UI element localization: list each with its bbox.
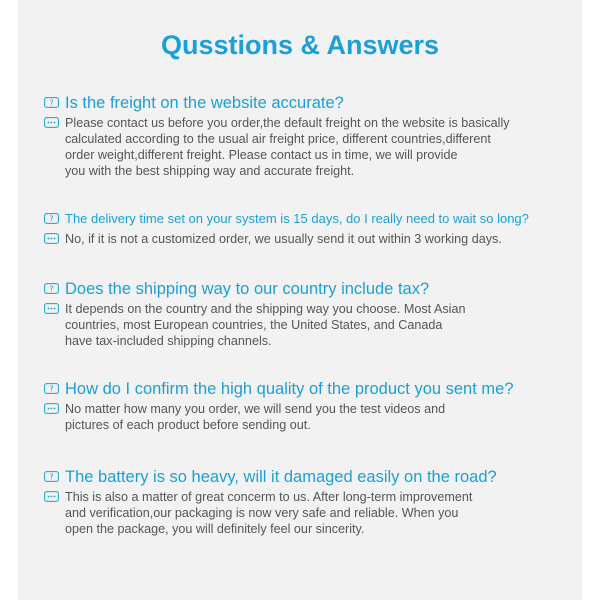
qa-panel [18,0,582,600]
answer-bubble-icon [44,403,59,414]
answer-text: It depends on the country and the shipping way you choose. Most Asian countries, most European countries, the United States, and Canada have tax-included shipping channels. [65,302,466,348]
qa-item [44,210,564,247]
answer-bubble-icon [44,303,59,314]
qa-item [44,467,564,537]
answer-text: Please contact us before you order,the default freight on the website is basically calculated according to the usual air freight price, different countries,different order weight,different freight. Please contact us in time, we will provide you with the best shipping way and accurate freight. [65,116,510,178]
question-text: The delivery time set on your system is 15 days, do I really need to wait so long? [65,211,529,226]
svg-text:?: ? [49,384,54,394]
answer-text: No, if it is not a customized order, we usually send it out within 3 working days. [65,232,502,246]
answer-bubble-icon [44,233,59,244]
question-row [44,93,564,113]
svg-text:?: ? [49,472,54,482]
question-row [44,379,564,399]
question-text: The battery is so heavy, will it damaged easily on the road? [65,468,497,486]
svg-text:?: ? [49,214,54,224]
question-row [44,467,564,487]
answer-row [44,115,564,179]
question-bubble-icon [44,383,59,394]
svg-text:?: ? [49,98,54,108]
answer-row [44,231,564,247]
question-bubble-icon [44,213,59,224]
question-row [44,279,564,299]
question-text: Does the shipping way to our country include tax? [65,280,430,298]
question-text: How do I confirm the high quality of the product you sent me? [65,380,514,398]
answer-bubble-icon [44,117,59,128]
answer-row [44,489,564,537]
svg-text:?: ? [49,284,54,294]
answer-bubble-icon [44,491,59,502]
qa-item [44,93,564,179]
page-title: Qusstions & Answers [160,30,440,60]
answer-row [44,401,564,433]
question-bubble-icon [44,283,59,294]
question-bubble-icon [44,97,59,108]
question-row [44,210,564,228]
answer-text: No matter how many you order, we will send you the test videos and pictures of each product before sending out. [65,402,446,432]
question-bubble-icon [44,471,59,482]
qa-item [44,379,564,433]
answer-text: This is also a matter of great concerm to us. After long-term improvement and verification,our packaging is now very safe and reliable. When you open the package, you will definitely feel our sincerity. [65,490,473,536]
question-text: Is the freight on the website accurate? [65,94,344,112]
answer-row [44,301,564,349]
qa-item [44,279,564,349]
